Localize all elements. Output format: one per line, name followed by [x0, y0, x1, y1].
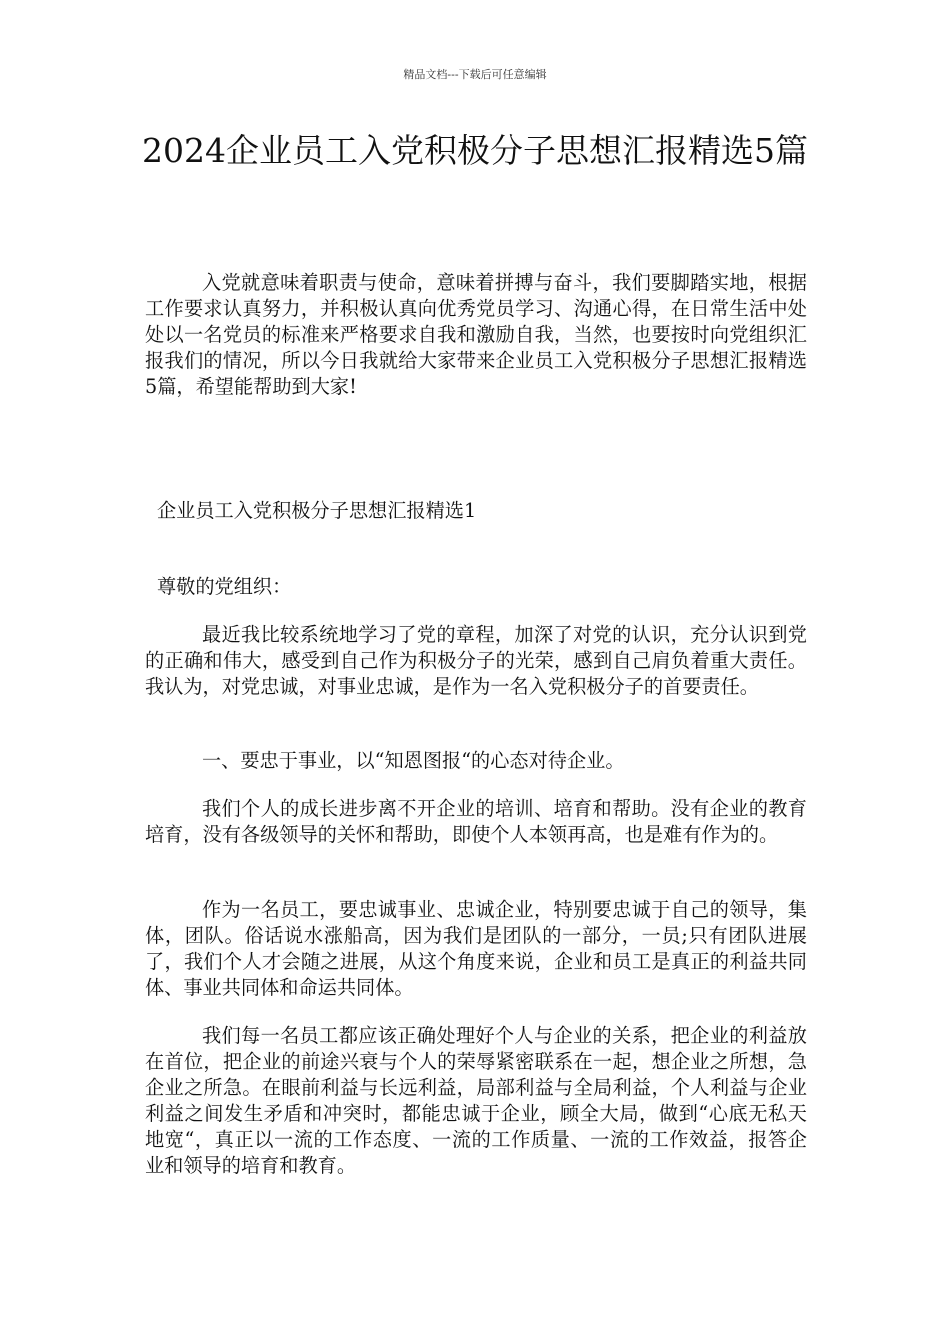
salutation: 尊敬的党组织： — [157, 575, 292, 598]
header-note: 精品文档---下载后可任意编辑 — [403, 68, 547, 81]
body-paragraph: 我们每一名员工都应该正确处理好个人与企业的关系，把企业的利益放在首位，把企业的前途兴衰与个人的荣辱紧密联系在一起，想企业之所想，急企业之所急。在眼前利益与长远利益，局部利益与全局利益，个人利益与企业利益之间发生矛盾和冲突时，都能忠诚于企业，顾全大局，做到“心底无私天地宽“，真正以一流的工作态度、一流的工作质量、一流的工作效益，报答企业和领导的培育和教育。 — [145, 1024, 807, 1177]
document-title: 2024企业员工入党积极分子思想汇报精选5篇 — [142, 131, 808, 170]
point-heading: 一、要忠于事业，以“知恩图报“的心态对待企业。 — [202, 749, 625, 772]
body-paragraph: 作为一名员工，要忠诚事业、忠诚企业，特别要忠诚于自己的领导，集体，团队。俗话说水涨船高，因为我们是团队的一部分，一员;只有团队进展了，我们个人才会随之进展，从这个角度来说，企业和员工是真正的利益共同体、事业共同体和命运共同体。 — [145, 898, 807, 999]
intro-paragraph: 入党就意味着职责与使命，意味着拼搏与奋斗，我们要脚踏实地，根据工作要求认真努力，并积极认真向优秀党员学习、沟通心得，在日常生活中处处以一名党员的标准来严格要求自我和激励自我，当然，也要按时向党组织汇报我们的情况，所以今日我就给大家带来企业员工入党积极分子思想汇报精选5篇，希望能帮助到大家! — [145, 271, 807, 398]
body-paragraph: 我们个人的成长进步离不开企业的培训、培育和帮助。没有企业的教育培育，没有各级领导的关怀和帮助，即使个人本领再高，也是难有作为的。 — [145, 797, 807, 846]
body-paragraph: 最近我比较系统地学习了党的章程，加深了对党的认识，充分认识到党的正确和伟大，感受到自己作为积极分子的光荣，感到自己肩负着重大责任。我认为，对党忠诚，对事业忠诚，是作为一名入党积极分子的首要责任。 — [145, 623, 807, 698]
section-title: 企业员工入党积极分子思想汇报精选1 — [157, 499, 477, 522]
